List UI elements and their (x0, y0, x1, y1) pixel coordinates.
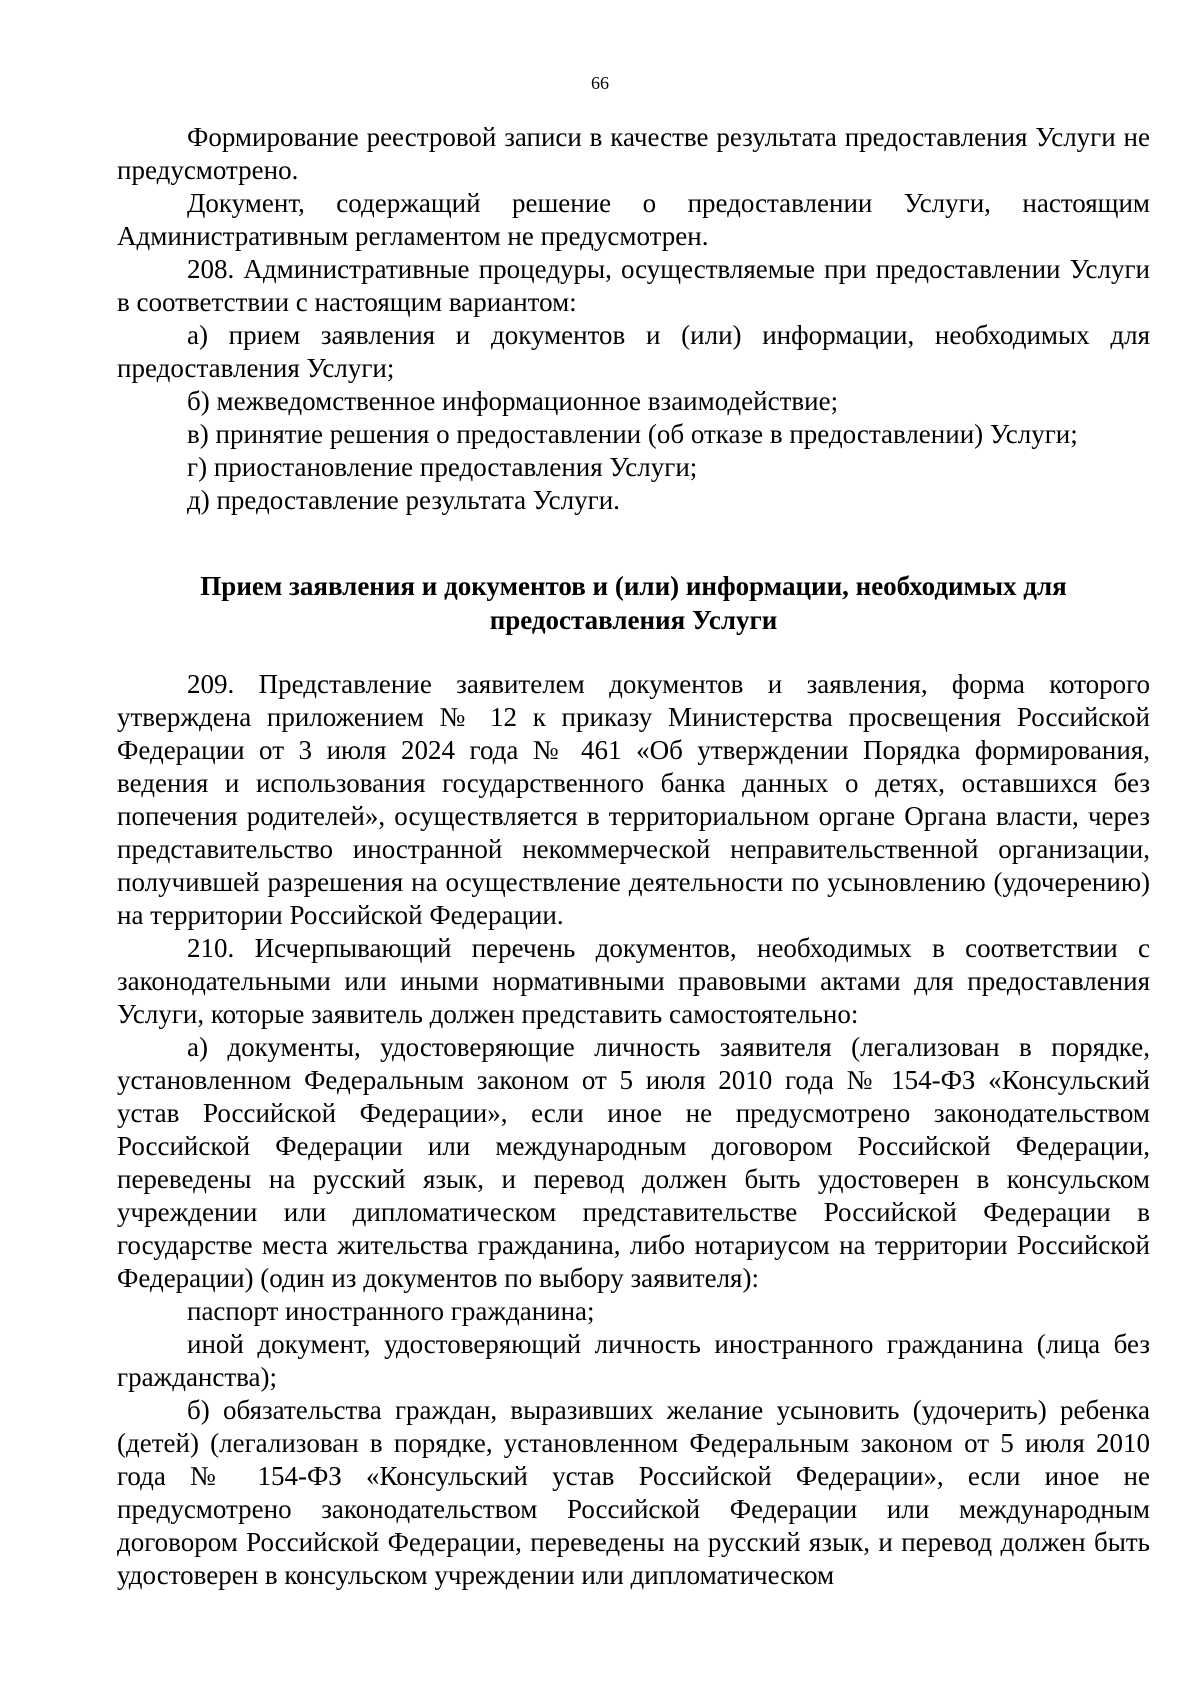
list-item: паспорт иностранного гражданина; (187, 1296, 595, 1326)
paragraph: 208. Административные процедуры, осуществляемые при предоставлении Услуги в соответствии с настоящим вариантом: (117, 254, 1150, 317)
list-item: д) предоставление результата Услуги. (187, 485, 620, 515)
list-item: а) прием заявления и документов и (или) информации, необходимых для предоставления Услуги; (117, 320, 1150, 383)
list-item: в) принятие решения о предоставлении (об отказе в предоставлении) Услуги; (187, 419, 1078, 449)
paragraph: 210. Исчерпывающий перечень документов, необходимых в соответствии с законодательными или иными нормативными правовыми актами для предоставления Услуги, которые заявитель должен представить самостоятельно: (117, 933, 1150, 1029)
section-heading: Прием заявления и документов и (или) информации, необходимых для предоставления Услуги (200, 571, 1067, 635)
list-item: б) межведомственное информационное взаимодействие; (187, 386, 839, 416)
page-number: 66 (591, 73, 609, 93)
paragraph: 209. Представление заявителем документов и заявления, форма которого утверждена приложением № 12 к приказу Министерства просвещения Российской Федерации от 3 июля 2024 года № 461 «Об утверждении Порядка формирования, ведения и использования государственного банка данных о детях, оставшихся без попечения родителей», осуществляется в территориальном органе Органа власти, через представительство иностранной некоммерческой неправительственной организации, получившей разрешения на осуществление деятельности по усыновлению (удочерению) на территории Российской Федерации. (117, 669, 1150, 930)
list-item: иной документ, удостоверяющий личность иностранного гражданина (лица без гражданства); (117, 1329, 1150, 1392)
list-item: б) обязательства граждан, выразивших желание усыновить (удочерить) ребенка (детей) (легализован в порядке, установленном Федеральным законом от 5 июля 2010 года № 154-ФЗ «Консульский устав Российской Федерации», если иное не предусмотрено законодательством Российской Федерации или международным договором Российской Федерации, переведены на русский язык, и перевод должен быть удостоверен в консульском учреждении или дипломатическом (117, 1395, 1150, 1590)
document-body (117, 121, 1150, 1592)
list-item: г) приостановление предоставления Услуги; (187, 452, 698, 482)
paragraph: Документ, содержащий решение о предоставлении Услуги, настоящим Административным регламентом не предусмотрен. (117, 188, 1150, 251)
list-item: а) документы, удостоверяющие личность заявителя (легализован в порядке, установленном Федеральным законом от 5 июля 2010 года № 154-ФЗ «Консульский устав Российской Федерации», если иное не предусмотрено законодательством Российской Федерации или международным договором Российской Федерации, переведены на русский язык, и перевод должен быть удостоверен в консульском учреждении или дипломатическом представительстве Российской Федерации в государстве места жительства гражданина, либо нотариусом на территории Российской Федерации) (один из документов по выбору заявителя): (117, 1032, 1150, 1293)
paragraph: Формирование реестровой записи в качестве результата предоставления Услуги не предусмотрено. (117, 122, 1150, 185)
